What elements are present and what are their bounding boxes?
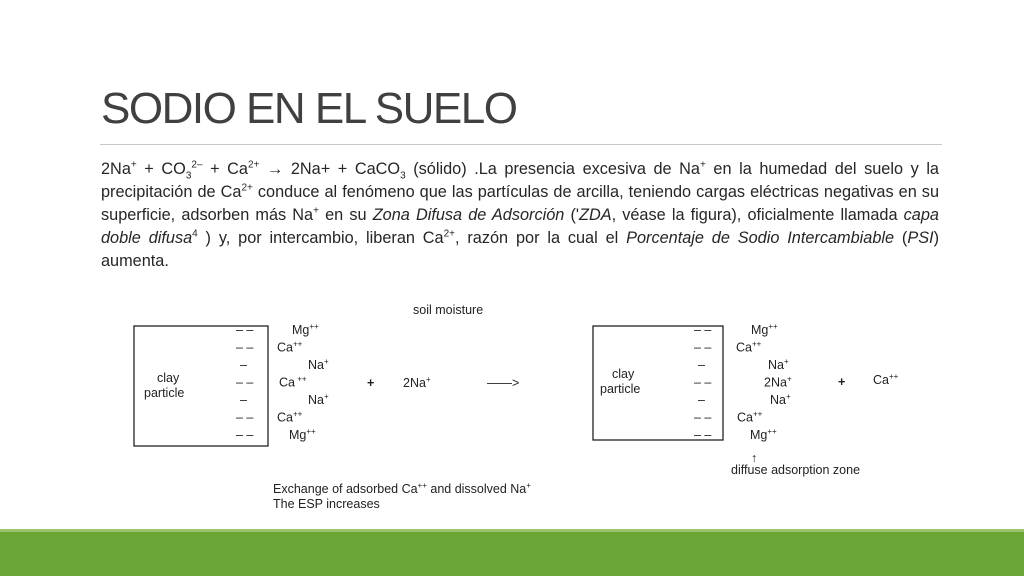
right-particle-label: particle [600, 382, 641, 396]
paragraph-segment: ) aumenta. [101, 229, 939, 270]
right-ion-label [751, 322, 778, 337]
paragraph-segment: + [313, 205, 319, 217]
left-charge-mark: – – [236, 410, 254, 425]
right-adsorbed-ions [736, 322, 792, 442]
paragraph-segment: + [699, 159, 706, 171]
left-ion-label [292, 322, 319, 337]
ion-charge: ++ [752, 409, 763, 419]
reactant-base: 2Na [403, 376, 426, 390]
paragraph-segment: , razón por la cual el [455, 229, 627, 247]
caption-part-b: and dissolved Na [426, 482, 527, 496]
paragraph-segment: PSI [907, 229, 934, 247]
slide-title: SODIO EN EL SUELO [101, 84, 517, 133]
caption-line-2: The ESP increases [273, 497, 380, 511]
plus-sign-1: + [367, 376, 375, 390]
paragraph-segment: (' [564, 206, 579, 224]
paragraph-segment: Zona Difusa de Adsorción [372, 206, 565, 224]
ion-charge: ++ [292, 339, 303, 349]
left-clay-label: clay [157, 371, 180, 385]
left-charge-mark: – [240, 393, 247, 407]
right-charge-mark: – [698, 358, 705, 372]
paragraph-segment: + Ca [202, 160, 248, 178]
ion-charge: ++ [309, 322, 319, 331]
paragraph-segment: ( [894, 229, 908, 247]
ion-charge: ++ [767, 427, 777, 436]
caption-sup-a: ++ [417, 481, 427, 490]
paragraph-segment: en la humedad del suelo y la precipitación de Ca [101, 160, 939, 201]
left-ion-label [289, 427, 316, 442]
right-ion-label [750, 427, 777, 442]
left-ion-label [277, 410, 303, 425]
right-negative-charges [694, 323, 711, 442]
ion-symbol: Na [308, 358, 324, 372]
right-charge-mark: – – [694, 375, 712, 390]
ion-symbol: Mg [751, 323, 769, 337]
ion-charge: + [783, 357, 789, 366]
right-charge-mark: – – [694, 340, 712, 355]
product-ca [873, 372, 899, 387]
left-ion-label [279, 375, 307, 390]
left-charge-mark: – – [236, 428, 254, 442]
paragraph-segment: → 2Na+ + CaCO [259, 160, 401, 178]
paragraph-segment: 2– [191, 159, 203, 171]
left-charge-mark: – – [236, 340, 254, 355]
ion-charge: + [323, 392, 329, 401]
paragraph-segment: Porcentaje de Sodio Intercambiable [626, 229, 895, 247]
paragraph-segment: + [130, 159, 137, 171]
reaction-arrow: ——> [487, 376, 520, 390]
right-clay-label: clay [612, 367, 635, 381]
ion-charge: ++ [768, 322, 778, 331]
footer-bar [0, 532, 1024, 576]
ion-charge: ++ [294, 374, 307, 384]
reactant-sup: + [425, 375, 431, 384]
ion-charge: ++ [306, 427, 316, 436]
product-sup: ++ [888, 372, 899, 381]
right-ion-label [737, 410, 763, 425]
paragraph-segment: + CO [136, 160, 186, 178]
paragraph-segment: 2Na [101, 160, 131, 178]
product-base: Ca [873, 373, 889, 387]
left-negative-charges [236, 323, 253, 442]
left-charge-mark: – – [236, 375, 254, 390]
zone-arrow-icon: ↑ [751, 451, 758, 465]
ion-charge: ++ [751, 339, 762, 349]
left-ion-label [277, 340, 303, 355]
right-charge-mark: – – [694, 410, 712, 425]
ion-symbol: Mg [292, 323, 310, 337]
ion-symbol: Ca [279, 375, 295, 390]
left-ion-label [308, 357, 329, 372]
paragraph-segment: en su [318, 206, 373, 224]
ion-symbol: 2Na [764, 375, 787, 390]
caption-part-a: Exchange of adsorbed Ca [273, 482, 418, 496]
paragraph-segment: (sólido) .La presencia excesiva de Na [405, 160, 700, 178]
right-ion-label [764, 375, 792, 390]
paragraph-segment: capa doble difusa [101, 206, 939, 247]
left-charge-mark: – [240, 358, 247, 372]
diffuse-zone-label: diffuse adsorption zone [731, 463, 861, 477]
ion-charge: + [786, 374, 792, 384]
ion-symbol: Na [768, 358, 784, 372]
caption-line-1 [273, 481, 531, 496]
ion-symbol: Mg [289, 428, 307, 442]
ion-charge: ++ [292, 409, 303, 419]
ion-symbol: Ca [736, 340, 752, 355]
right-ion-label [768, 357, 789, 372]
soil-moisture-label: soil moisture [413, 303, 484, 317]
paragraph-segment: conduce al fenómeno que las partículas de arcilla, teniendo cargas eléctricas negativas en su superficie, adsorben más Na [101, 183, 939, 224]
paragraph-segment: 3 [400, 170, 406, 182]
plus-sign-2: + [838, 375, 846, 389]
paragraph-segment: , véase la figura), oficialmente llamada [611, 206, 904, 224]
ion-symbol: Na [308, 393, 324, 407]
paragraph-segment: ) y, por intercambio, liberan Ca [197, 229, 444, 247]
ion-symbol: Na [770, 393, 786, 407]
ion-symbol: Ca [277, 340, 293, 355]
ion-charge: + [785, 392, 791, 401]
left-adsorbed-ions [277, 322, 329, 442]
left-ion-label [308, 392, 329, 407]
paragraph-segment: 3 [185, 170, 192, 182]
paragraph-segment: 2+ [241, 182, 253, 194]
right-ion-label [736, 340, 762, 355]
ion-symbol: Ca [737, 410, 753, 425]
right-charge-mark: – – [694, 323, 712, 337]
left-charge-mark: – – [236, 323, 254, 337]
left-particle-label: particle [144, 386, 185, 400]
right-charge-mark: – – [694, 428, 712, 442]
ion-symbol: Mg [750, 428, 768, 442]
paragraph-segment: 4 [192, 228, 198, 240]
paragraph-segment: ZDA [579, 206, 612, 224]
ion-charge: + [323, 357, 329, 366]
right-charge-mark: – [698, 393, 705, 407]
caption-sup-b: + [526, 481, 531, 490]
paragraph-segment: 2+ [247, 159, 260, 171]
reactant-2na [403, 375, 431, 390]
paragraph-segment: 2+ [443, 228, 455, 240]
right-ion-label [770, 392, 791, 407]
ion-symbol: Ca [277, 410, 293, 425]
